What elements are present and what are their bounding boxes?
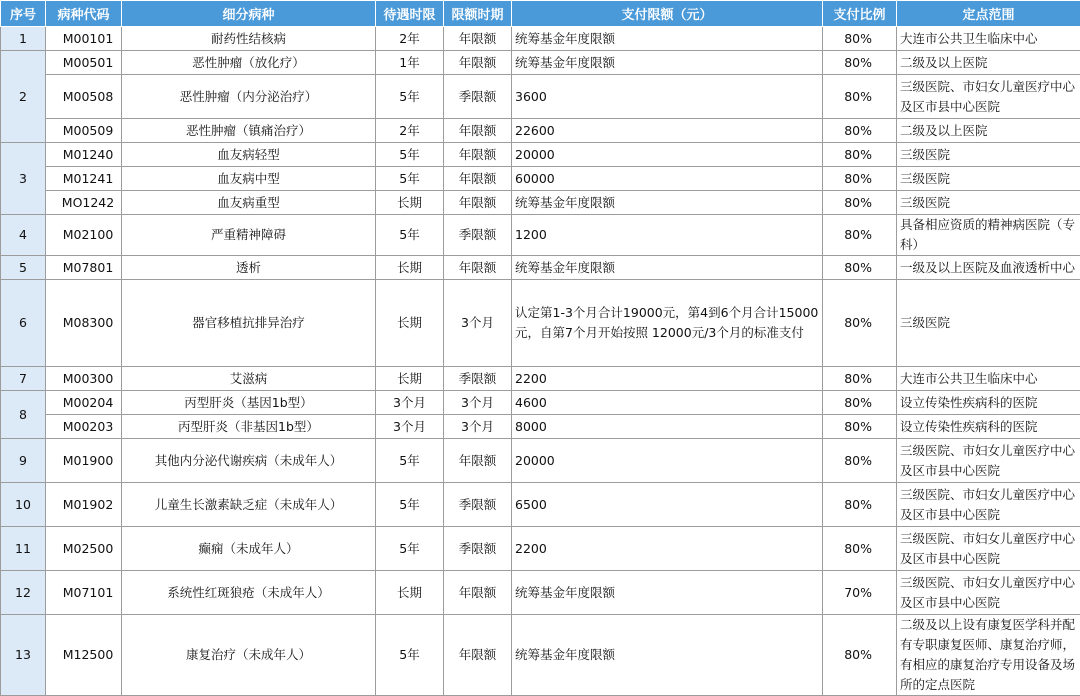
table-row [1, 167, 1080, 191]
cell-scope: 二级及以上设有康复医学科并配有专职康复医师、康复治疗师，有相应的康复治疗专用设备及场所的定点医院 [897, 615, 1080, 696]
cell-limit-period: 年限额 [444, 51, 512, 75]
table-row [1, 27, 1080, 51]
cell-code: M00204 [46, 391, 122, 415]
header-scope: 定点范围 [897, 1, 1080, 27]
cell-limit: 统筹基金年度限额 [512, 256, 823, 280]
table-row [1, 615, 1080, 696]
cell-name: 丙型肝炎（非基因1b型） [122, 415, 376, 439]
cell-ratio: 80% [823, 615, 897, 696]
cell-name: 系统性红斑狼疮（未成年人） [122, 571, 376, 615]
cell-code: M01240 [46, 143, 122, 167]
table-row [1, 527, 1080, 571]
cell-limit: 60000 [512, 167, 823, 191]
cell-limit-period: 年限额 [444, 256, 512, 280]
cell-limit-period: 季限额 [444, 75, 512, 119]
cell-code: M07101 [46, 571, 122, 615]
cell-limit: 22600 [512, 119, 823, 143]
cell-name: 丙型肝炎（基因1b型） [122, 391, 376, 415]
table-row [1, 439, 1080, 483]
cell-code: M01902 [46, 483, 122, 527]
cell-limit-period: 年限额 [444, 119, 512, 143]
cell-code: M01241 [46, 167, 122, 191]
table-row [1, 391, 1080, 415]
cell-scope: 具备相应资质的精神病医院（专科） [897, 215, 1080, 256]
cell-scope: 三级医院 [897, 167, 1080, 191]
cell-period: 2年 [376, 119, 444, 143]
cell-scope: 三级医院、市妇女儿童医疗中心及区市县中心医院 [897, 483, 1080, 527]
cell-ratio: 80% [823, 527, 897, 571]
cell-code: M02100 [46, 215, 122, 256]
cell-period: 5年 [376, 167, 444, 191]
cell-ratio: 80% [823, 367, 897, 391]
table-row [1, 483, 1080, 527]
table-row [1, 256, 1080, 280]
cell-name: 透析 [122, 256, 376, 280]
cell-ratio: 80% [823, 215, 897, 256]
cell-limit-period: 3个月 [444, 415, 512, 439]
cell-limit: 20000 [512, 143, 823, 167]
cell-no: 5 [1, 256, 46, 280]
cell-scope: 二级及以上医院 [897, 119, 1080, 143]
cell-no: 4 [1, 215, 46, 256]
cell-ratio: 70% [823, 571, 897, 615]
cell-period: 长期 [376, 191, 444, 215]
cell-code: M00203 [46, 415, 122, 439]
header-no: 序号 [1, 1, 46, 27]
cell-scope: 三级医院 [897, 280, 1080, 367]
cell-no: 7 [1, 367, 46, 391]
cell-scope: 三级医院、市妇女儿童医疗中心及区市县中心医院 [897, 75, 1080, 119]
cell-no: 3 [1, 143, 46, 215]
cell-scope: 设立传染性疾病科的医院 [897, 391, 1080, 415]
cell-scope: 大连市公共卫生临床中心 [897, 367, 1080, 391]
cell-limit-period: 季限额 [444, 483, 512, 527]
cell-limit-period: 年限额 [444, 191, 512, 215]
cell-no: 13 [1, 615, 46, 696]
header-code: 病种代码 [46, 1, 122, 27]
cell-limit-period: 年限额 [444, 143, 512, 167]
table-row [1, 367, 1080, 391]
cell-limit: 2200 [512, 367, 823, 391]
table-row [1, 51, 1080, 75]
cell-limit: 统筹基金年度限额 [512, 615, 823, 696]
cell-ratio: 80% [823, 167, 897, 191]
cell-period: 5年 [376, 483, 444, 527]
cell-name: 耐药性结核病 [122, 27, 376, 51]
cell-ratio: 80% [823, 256, 897, 280]
cell-period: 1年 [376, 51, 444, 75]
cell-period: 2年 [376, 27, 444, 51]
cell-limit-period: 年限额 [444, 439, 512, 483]
cell-name: 康复治疗（未成年人） [122, 615, 376, 696]
table-body [1, 27, 1080, 696]
cell-ratio: 80% [823, 415, 897, 439]
cell-limit: 4600 [512, 391, 823, 415]
cell-code: M07801 [46, 256, 122, 280]
cell-code: M02500 [46, 527, 122, 571]
cell-limit-period: 年限额 [444, 167, 512, 191]
header-row [1, 1, 1080, 27]
cell-name: 癫痫（未成年人） [122, 527, 376, 571]
header-ratio: 支付比例 [823, 1, 897, 27]
cell-name: 艾滋病 [122, 367, 376, 391]
cell-ratio: 80% [823, 27, 897, 51]
table-row [1, 119, 1080, 143]
cell-scope: 一级及以上医院及血液透析中心 [897, 256, 1080, 280]
cell-code: M00509 [46, 119, 122, 143]
cell-period: 长期 [376, 256, 444, 280]
cell-period: 5年 [376, 527, 444, 571]
cell-limit: 6500 [512, 483, 823, 527]
cell-scope: 大连市公共卫生临床中心 [897, 27, 1080, 51]
cell-period: 5年 [376, 615, 444, 696]
cell-name: 血友病轻型 [122, 143, 376, 167]
cell-limit: 20000 [512, 439, 823, 483]
cell-period: 3个月 [376, 391, 444, 415]
table-row [1, 75, 1080, 119]
cell-scope: 三级医院 [897, 143, 1080, 167]
cell-limit: 统筹基金年度限额 [512, 191, 823, 215]
cell-period: 5年 [376, 439, 444, 483]
table-row [1, 191, 1080, 215]
cell-period: 3个月 [376, 415, 444, 439]
table-row [1, 143, 1080, 167]
cell-limit: 认定第1-3个月合计19000元，第4到6个月合计15000元，自第7个月开始按照 12000元/3个月的标准支付 [512, 280, 823, 367]
cell-limit-period: 3个月 [444, 280, 512, 367]
cell-limit-period: 季限额 [444, 527, 512, 571]
cell-name: 恶性肿瘤（镇痛治疗） [122, 119, 376, 143]
cell-code: M12500 [46, 615, 122, 696]
cell-scope: 三级医院、市妇女儿童医疗中心及区市县中心医院 [897, 527, 1080, 571]
cell-ratio: 80% [823, 51, 897, 75]
cell-code: M00300 [46, 367, 122, 391]
cell-ratio: 80% [823, 143, 897, 167]
table-row [1, 280, 1080, 367]
header-name: 细分病种 [122, 1, 376, 27]
cell-limit-period: 年限额 [444, 615, 512, 696]
cell-ratio: 80% [823, 391, 897, 415]
cell-period: 长期 [376, 571, 444, 615]
cell-scope: 二级及以上医院 [897, 51, 1080, 75]
cell-ratio: 80% [823, 280, 897, 367]
cell-code: M01900 [46, 439, 122, 483]
cell-code: MO1242 [46, 191, 122, 215]
cell-name: 血友病中型 [122, 167, 376, 191]
cell-limit: 3600 [512, 75, 823, 119]
cell-name: 恶性肿瘤（放化疗） [122, 51, 376, 75]
cell-code: M08300 [46, 280, 122, 367]
cell-no: 1 [1, 27, 46, 51]
cell-period: 长期 [376, 367, 444, 391]
cell-limit-period: 年限额 [444, 27, 512, 51]
cell-no: 12 [1, 571, 46, 615]
cell-scope: 三级医院、市妇女儿童医疗中心及区市县中心医院 [897, 571, 1080, 615]
cell-no: 11 [1, 527, 46, 571]
cell-no: 9 [1, 439, 46, 483]
cell-limit: 统筹基金年度限额 [512, 571, 823, 615]
table-row [1, 571, 1080, 615]
cell-code: M00508 [46, 75, 122, 119]
header-period: 待遇时限 [376, 1, 444, 27]
header-limit-period: 限额时期 [444, 1, 512, 27]
cell-no: 8 [1, 391, 46, 439]
cell-period: 长期 [376, 280, 444, 367]
cell-limit: 统筹基金年度限额 [512, 51, 823, 75]
cell-ratio: 80% [823, 191, 897, 215]
cell-limit-period: 3个月 [444, 391, 512, 415]
cell-name: 其他内分泌代谢疾病（未成年人） [122, 439, 376, 483]
cell-limit: 统筹基金年度限额 [512, 27, 823, 51]
cell-no: 10 [1, 483, 46, 527]
cell-name: 儿童生长激素缺乏症（未成年人） [122, 483, 376, 527]
cell-scope: 三级医院、市妇女儿童医疗中心及区市县中心医院 [897, 439, 1080, 483]
cell-limit: 2200 [512, 527, 823, 571]
cell-ratio: 80% [823, 75, 897, 119]
cell-name: 器官移植抗排异治疗 [122, 280, 376, 367]
cell-limit-period: 季限额 [444, 367, 512, 391]
table-row [1, 415, 1080, 439]
cell-code: M00101 [46, 27, 122, 51]
cell-scope: 设立传染性疾病科的医院 [897, 415, 1080, 439]
cell-period: 5年 [376, 75, 444, 119]
cell-no: 2 [1, 51, 46, 143]
cell-ratio: 80% [823, 483, 897, 527]
cell-limit: 8000 [512, 415, 823, 439]
cell-limit-period: 年限额 [444, 571, 512, 615]
cell-period: 5年 [376, 143, 444, 167]
cell-period: 5年 [376, 215, 444, 256]
cell-ratio: 80% [823, 119, 897, 143]
cell-name: 血友病重型 [122, 191, 376, 215]
cell-ratio: 80% [823, 439, 897, 483]
cell-name: 恶性肿瘤（内分泌治疗） [122, 75, 376, 119]
cell-limit-period: 季限额 [444, 215, 512, 256]
cell-no: 6 [1, 280, 46, 367]
header-limit: 支付限额（元） [512, 1, 823, 27]
table-row [1, 215, 1080, 256]
cell-code: M00501 [46, 51, 122, 75]
cell-scope: 三级医院 [897, 191, 1080, 215]
cell-limit: 1200 [512, 215, 823, 256]
cell-name: 严重精神障碍 [122, 215, 376, 256]
